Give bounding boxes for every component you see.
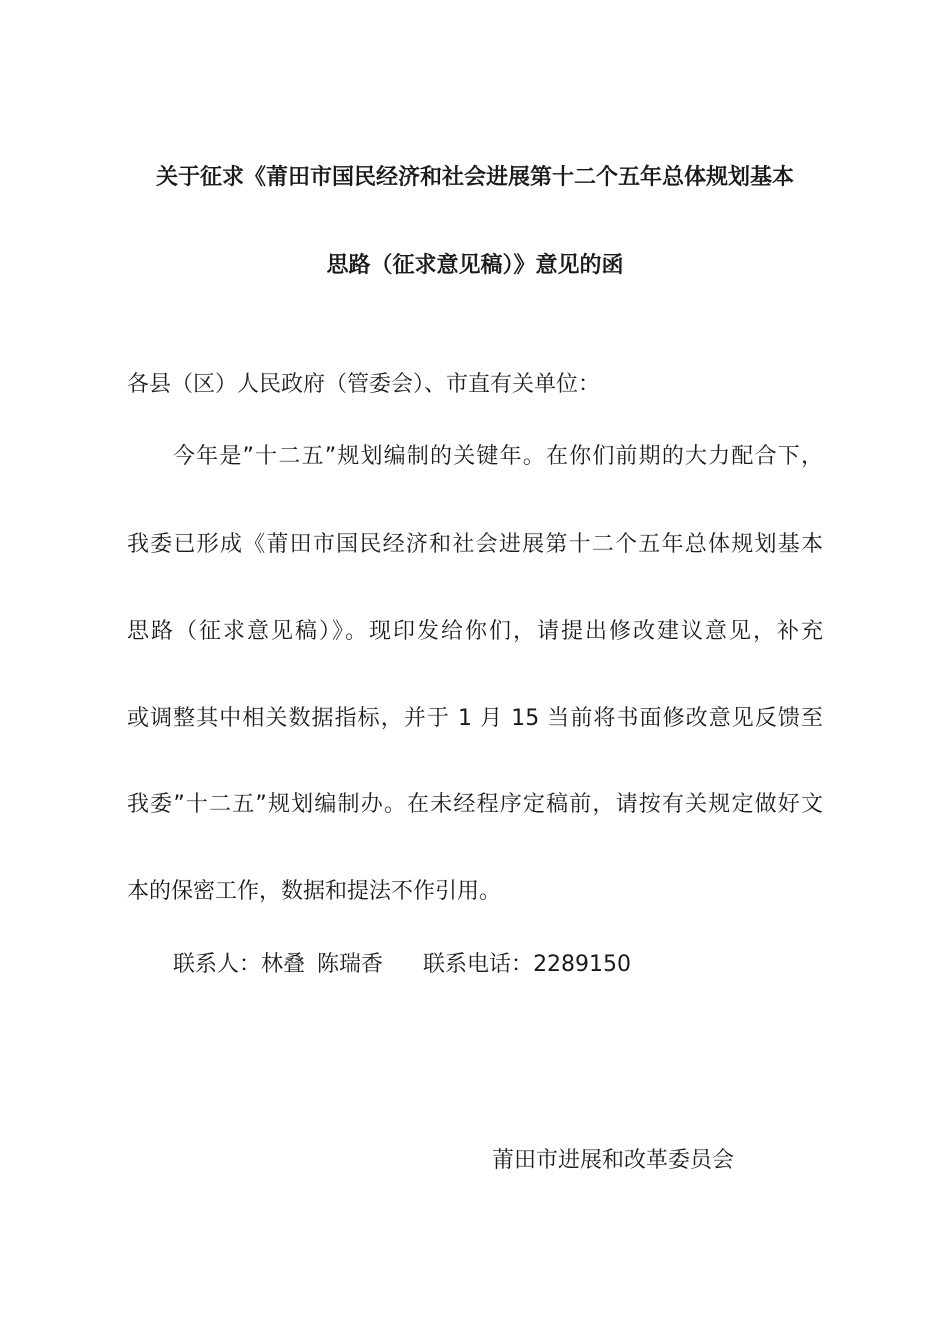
body-line-5: 我委”十二五”规划编制办。在未经程序定稿前，请按有关规定做好文 (127, 792, 823, 817)
contact-person-1: 林叠 (261, 952, 306, 977)
document-title-line-1: 关于征求《莆田市国民经济和社会进展第十二个五年总体规划基本 (155, 165, 794, 190)
signature: 莆田市进展和改革委员会 (492, 1148, 735, 1173)
body-line-6: 本的保密工作，数据和提法不作引用。 (127, 879, 502, 904)
body-line-3: 思路（征求意见稿）》。现印发给你们，请提出修改建议意见，补充 (127, 619, 823, 644)
body-line-1: 今年是”十二五”规划编制的关键年。在你们前期的大力配合下， (173, 444, 823, 469)
addressee: 各县（区）人民政府（管委会）、市直有关单位： (127, 372, 601, 397)
document-title-line-2: 思路（征求意见稿）》意见的函 (326, 253, 624, 278)
body-line-4: 或调整其中相关数据指标，并于 1 月 15 当前将书面修改意见反馈至 (127, 706, 823, 731)
contact-line (173, 950, 631, 980)
contact-person-2: 陈瑞香 (317, 952, 384, 977)
contact-phone-label: 联系电话： (423, 952, 534, 977)
body-line-2: 我委已形成《莆田市国民经济和社会进展第十二个五年总体规划基本 (127, 532, 823, 557)
contact-label: 联系人： (173, 952, 262, 977)
contact-phone: 2289150 (533, 952, 632, 977)
